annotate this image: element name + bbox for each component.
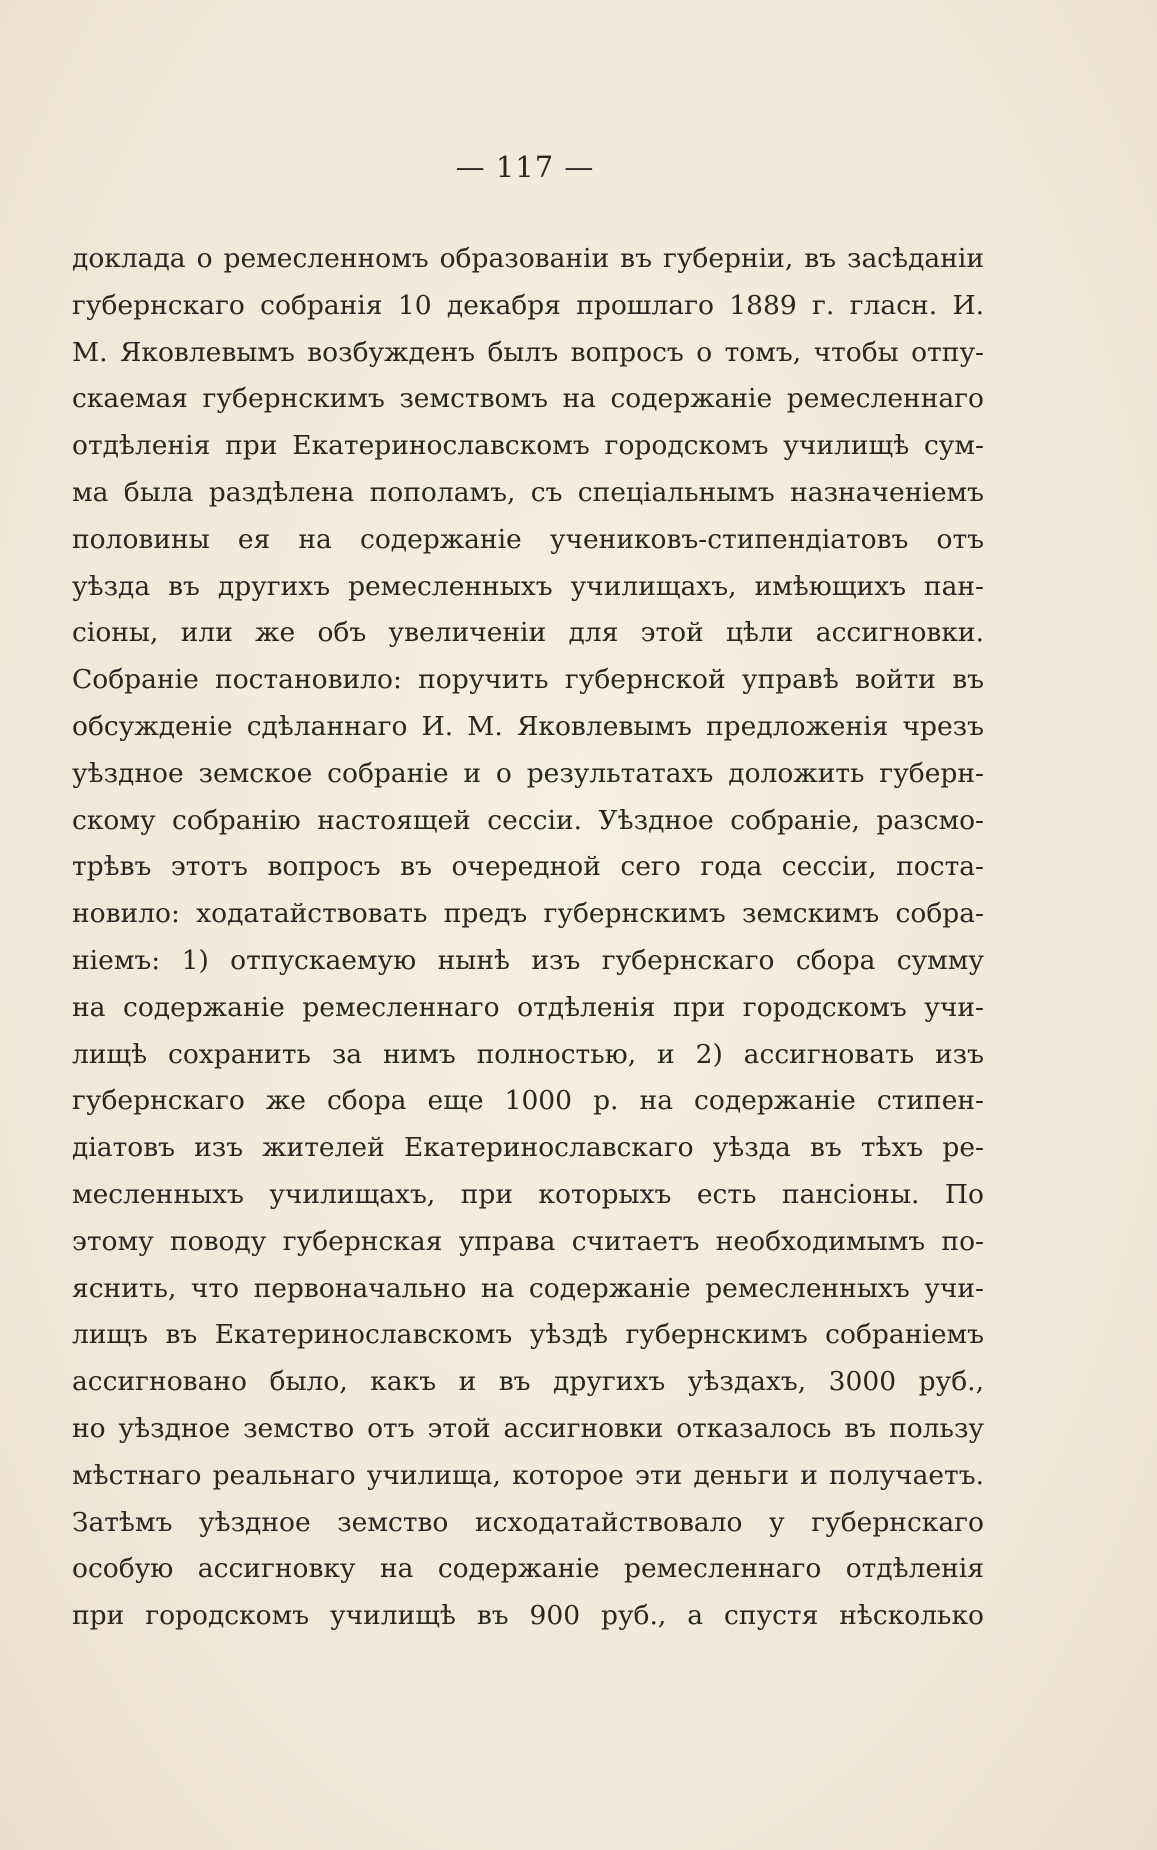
text-line: діатовъ изъ жителей Екатеринославскаго уѣзда въ тѣхъ ре- xyxy=(72,1132,984,1164)
text-line: ніемъ: 1) отпускаемую нынѣ изъ губернскаго сбора сумму xyxy=(72,944,984,976)
text-line: лищѣ сохранить за нимъ полностью, и 2) ассигновать изъ xyxy=(72,1038,984,1070)
body-text xyxy=(72,236,984,1640)
text-line: скому собранію настоящей сессіи. Уѣздное собраніе, разсмо- xyxy=(72,804,984,836)
text-line: Затѣмъ уѣздное земство исходатайствовало у губернскаго xyxy=(72,1506,984,1538)
text-line: мѣстнаго реальнаго училища, которое эти деньги и получаетъ. xyxy=(72,1459,984,1491)
text-line: лищъ въ Екатеринославскомъ уѣздѣ губернскимъ собраніемъ xyxy=(72,1319,984,1351)
text-line: ма была раздѣлена пополамъ, съ спеціальнымъ назначеніемъ xyxy=(72,476,984,508)
text-line: яснить, что первоначально на содержаніе ремесленныхъ учи- xyxy=(72,1272,984,1304)
text-line: при городскомъ училищѣ въ 900 руб., а спустя нѣсколько xyxy=(72,1600,984,1632)
text-line: доклада о ремесленномъ образованіи въ губерніи, въ засѣданіи xyxy=(72,243,984,274)
page-number: — 117 — xyxy=(455,150,595,184)
text-line: но уѣздное земство отъ этой ассигновки отказалось въ пользу xyxy=(72,1412,984,1444)
text-line: уѣздное земское собраніе и о результатахъ доложить губерн- xyxy=(72,757,984,789)
text-line: отдѣленія при Екатеринославскомъ городскомъ училищѣ сум- xyxy=(72,430,984,462)
text-line: скаемая губернскимъ земствомъ на содержаніе ремесленнаго xyxy=(72,383,984,415)
text-line: ассигновано было, какъ и въ другихъ уѣздахъ, 3000 руб., xyxy=(72,1366,984,1398)
text-line: М. Яковлевымъ возбужденъ былъ вопросъ о томъ, чтобы отпу- xyxy=(72,336,984,368)
text-line: новило: ходатайствовать предъ губернскимъ земскимъ собра- xyxy=(72,898,984,930)
text-line: Собраніе постановило: поручить губернской управѣ войти въ xyxy=(72,664,984,696)
text-line: губернскаго собранія 10 декабря прошлаго 1889 г. гласн. И. xyxy=(72,289,984,321)
text-line: обсужденіе сдѣланнаго И. М. Яковлевымъ предложенія чрезъ xyxy=(72,710,984,742)
text-line: трѣвъ этотъ вопросъ въ очередной сего года сессіи, поста- xyxy=(72,851,984,883)
text-line: половины ея на содержаніе учениковъ-стипендіатовъ отъ xyxy=(72,523,984,555)
text-line: уѣзда въ другихъ ремесленныхъ училищахъ, имѣющихъ пан- xyxy=(72,570,984,602)
text-line: месленныхъ училищахъ, при которыхъ есть пансіоны. По xyxy=(72,1178,984,1210)
text-line: сіоны, или же объ увеличеніи для этой цѣли ассигновки. xyxy=(72,617,984,649)
text-line: особую ассигновку на содержаніе ремесленнаго отдѣленія xyxy=(72,1553,984,1585)
text-line: губернскаго же сбора еще 1000 р. на содержаніе стипен- xyxy=(72,1085,984,1117)
text-line: на содержаніе ремесленнаго отдѣленія при городскомъ учи- xyxy=(72,991,984,1023)
text-line: этому поводу губернская управа считаетъ необходимымъ по- xyxy=(72,1225,984,1257)
